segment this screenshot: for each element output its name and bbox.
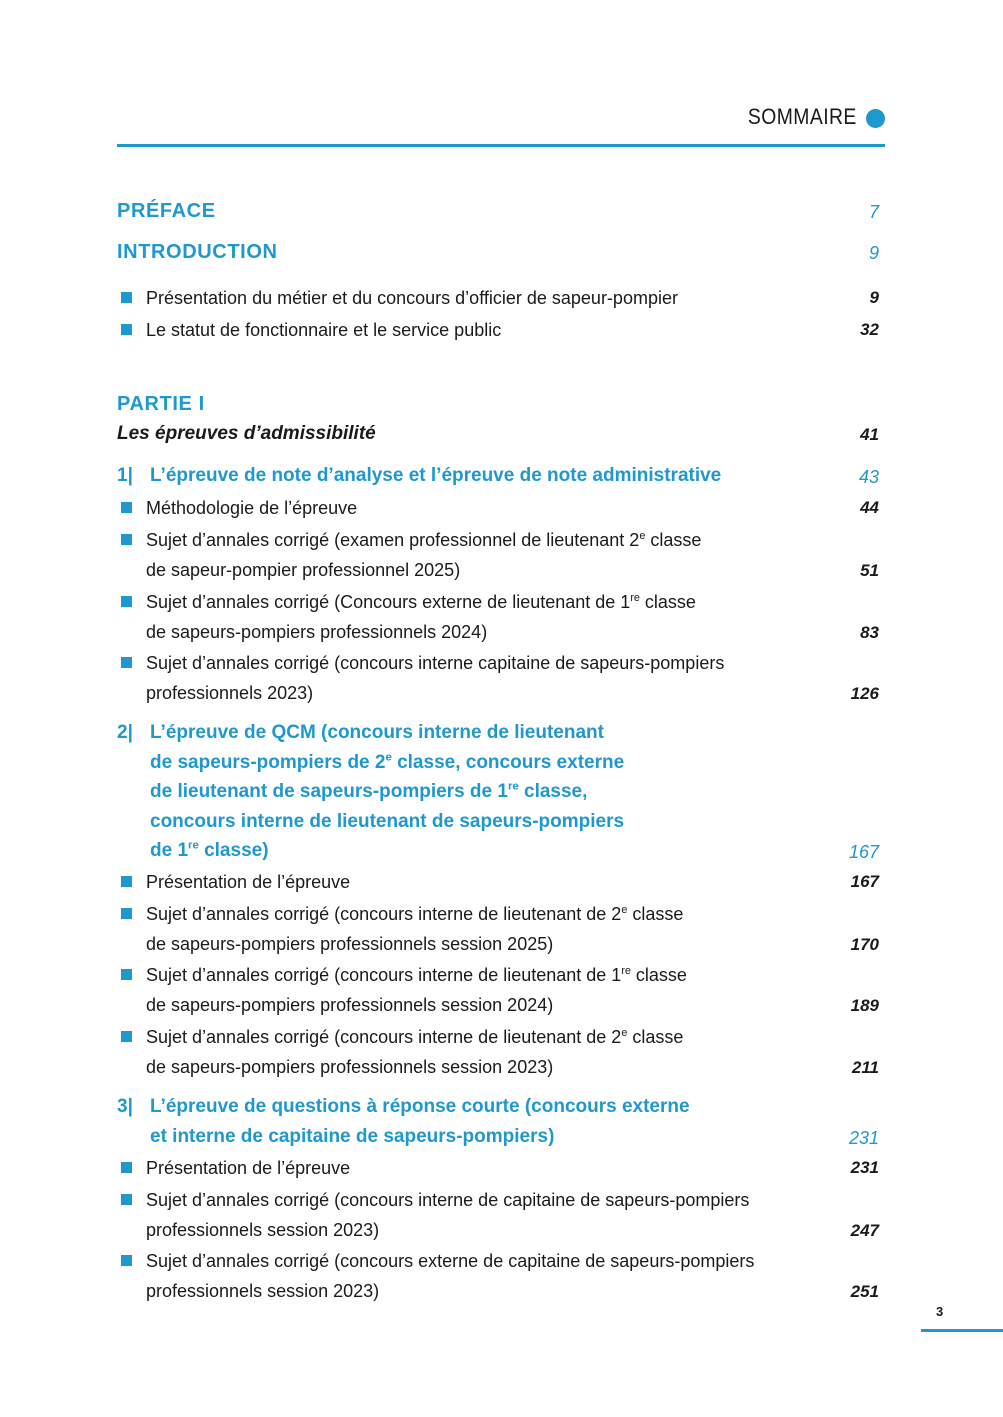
item-page: 189	[850, 996, 879, 1015]
square-bullet-icon	[121, 534, 132, 545]
square-bullet-icon	[121, 1194, 132, 1205]
chapter-number: 2|	[117, 722, 133, 743]
chapter-title: L’épreuve de note d’analyse et l’épreuve de note administrative	[150, 465, 722, 486]
square-bullet-icon	[121, 502, 132, 513]
page-header	[117, 104, 885, 147]
item-page: 83	[860, 623, 879, 642]
item-text: Présentation de l’épreuve	[146, 1158, 351, 1178]
item-page: 167	[850, 872, 879, 891]
chapter-page: 167	[848, 842, 879, 862]
square-bullet-icon	[121, 876, 132, 887]
chapter-number: 1|	[117, 465, 133, 486]
square-bullet-icon	[121, 1162, 132, 1173]
square-bullet-icon	[121, 908, 132, 919]
item-text: Sujet d’annales corrigé (concours interne de lieutenant de 2e classe de sapeurs-pompiers professionnels session 2025)	[146, 904, 684, 954]
toc-preface[interactable]	[117, 200, 885, 223]
item-page: 44	[860, 498, 879, 517]
header-dot-icon	[866, 109, 885, 128]
item-page: 51	[860, 561, 879, 580]
partie-page: 41	[860, 425, 879, 444]
item-text: Méthodologie de l’épreuve	[146, 498, 358, 518]
square-bullet-icon	[121, 969, 132, 980]
introduction-page: 9	[868, 243, 879, 263]
toc-partie-1[interactable]	[117, 393, 885, 416]
square-bullet-icon	[121, 292, 132, 303]
item-text: Sujet d’annales corrigé (concours externe de capitaine de sapeurs-pompiers professionnels session 2023)	[146, 1251, 755, 1301]
header-title: SOMMAIRE	[748, 104, 857, 129]
item-text: Présentation du métier et du concours d’officier de sapeur-pompier	[146, 288, 678, 308]
square-bullet-icon	[121, 657, 132, 668]
item-page: 251	[850, 1282, 879, 1301]
item-page: 211	[851, 1058, 879, 1077]
item-page: 32	[860, 320, 879, 339]
item-page: 170	[850, 935, 879, 954]
chapter-page: 43	[858, 467, 879, 487]
item-text: Le statut de fonctionnaire et le service public	[146, 320, 502, 340]
chapter-page: 231	[848, 1128, 879, 1148]
toc-partie-1-subtitle[interactable]	[117, 423, 885, 445]
square-bullet-icon	[121, 1255, 132, 1266]
item-text: Sujet d’annales corrigé (Concours externe de lieutenant de 1re classe de sapeurs-pompiers professionnels 2024)	[146, 592, 696, 642]
item-text: Sujet d’annales corrigé (concours interne de lieutenant de 2e classe de sapeurs-pompiers professionnels session 2023)	[146, 1027, 684, 1077]
toc-introduction[interactable]	[117, 241, 885, 264]
item-page: 247	[850, 1221, 879, 1240]
square-bullet-icon	[121, 1031, 132, 1042]
chapter-title: L’épreuve de questions à réponse courte (concours externe et interne de capitaine de sapeurs-pompiers)	[150, 1096, 690, 1147]
item-text: Sujet d’annales corrigé (concours interne de lieutenant de 1re classe de sapeurs-pompiers professionnels session 2024)	[146, 965, 687, 1015]
partie-label: PARTIE I	[117, 393, 205, 415]
footer-rule	[921, 1329, 1003, 1332]
item-page: 231	[850, 1158, 879, 1177]
square-bullet-icon	[121, 596, 132, 607]
square-bullet-icon	[121, 324, 132, 335]
item-text: Sujet d’annales corrigé (examen professionnel de lieutenant 2e classe de sapeur-pompier professionnel 2025)	[146, 530, 702, 580]
preface-page: 7	[868, 202, 879, 222]
partie-subtitle: Les épreuves d’admissibilité	[117, 423, 376, 444]
preface-label: PRÉFACE	[117, 200, 216, 222]
item-page: 126	[850, 684, 879, 703]
introduction-label: INTRODUCTION	[117, 241, 278, 263]
chapter-title: L’épreuve de QCM (concours interne de lieutenant de sapeurs-pompiers de 2e classe, concours externe de lieutenant de sapeurs-pompiers de 1re classe, concours interne de lieutenant de sapeurs-pompiers de 1re classe)	[150, 722, 625, 861]
chapter-number: 3|	[117, 1096, 133, 1117]
item-text: Présentation de l’épreuve	[146, 872, 351, 892]
item-text: Sujet d’annales corrigé (concours interne de capitaine de sapeurs-pompiers professionnels session 2023)	[146, 1190, 750, 1240]
page-number: 3	[936, 1304, 944, 1319]
item-page: 9	[869, 288, 879, 307]
item-text: Sujet d’annales corrigé (concours interne capitaine de sapeurs-pompiers professionnels 2023)	[146, 653, 725, 703]
